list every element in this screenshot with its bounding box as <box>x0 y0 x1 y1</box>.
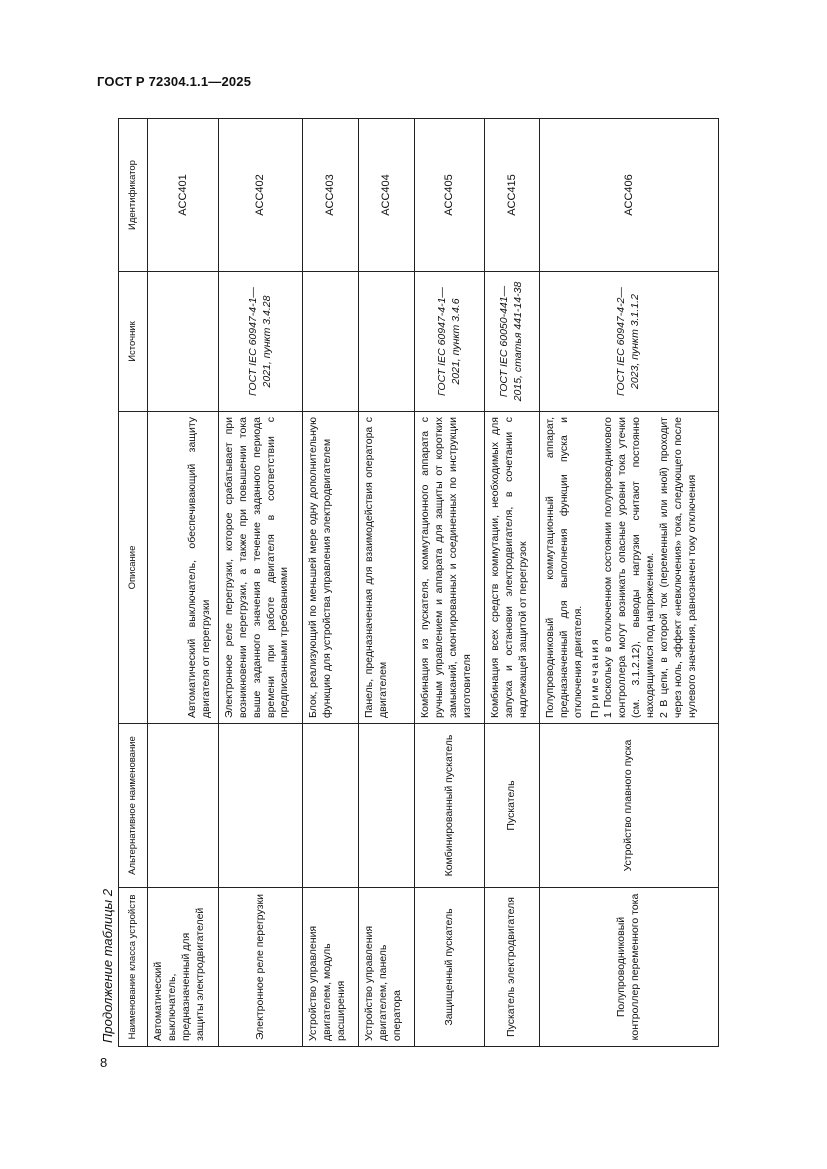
cell-description: Панель, предназначенная для взаимодействия оператора с двигателем <box>359 412 415 724</box>
cell-identifier: ACC415 <box>485 119 540 272</box>
table-row <box>303 119 359 1047</box>
cell-alt <box>303 724 359 888</box>
note-item: 2 В цепи, в которой ток (переменный или иной) проходит через ноль, эффект «невключения» тока, следующего после нулевого значения, равнозначен току отключения <box>657 417 698 718</box>
cell-name: Защищенный пускатель <box>415 888 485 1047</box>
cell-identifier: ACC406 <box>540 119 719 272</box>
cell-description <box>540 412 719 724</box>
notes-title: Примечания <box>588 637 601 718</box>
table-row <box>415 119 485 1047</box>
table-row <box>359 119 415 1047</box>
device-class-table <box>118 118 719 1047</box>
table-row <box>148 119 219 1047</box>
note-item: 1 Поскольку в отключенном состоянии полупроводникового контроллера могут возникать опасные уровни тока утечки (см. 3.1.2.12), выводы нагрузки считают постоянно находящимися под напряжением. <box>602 417 657 718</box>
cell-identifier: ACC403 <box>303 119 359 272</box>
cell-source: ГОСТ IEC 60050-441—2015, статья 441-14-38 <box>485 272 540 412</box>
cell-source <box>148 272 219 412</box>
cell-source: ГОСТ IEC 60947-4-2—2023, пункт 3.1.1.2 <box>540 272 719 412</box>
column-header-description: Описание <box>119 412 148 724</box>
cell-source: ГОСТ IEC 60947-4-1—2021, пункт 3.4.28 <box>219 272 303 412</box>
cell-identifier: ACC404 <box>359 119 415 272</box>
table-header-row <box>119 119 148 1047</box>
column-header-identifier: Идентификатор <box>119 119 148 272</box>
cell-name: Пускатель электродвигателя <box>485 888 540 1047</box>
description-text: Полупроводниковый коммутационный аппарат, предназначенный для выполнения функции пуска и отключения двигателя. <box>544 417 584 718</box>
page-number: 8 <box>100 1055 108 1070</box>
cell-source <box>303 272 359 412</box>
cell-description: Комбинация из пускателя, коммутационного аппарата с ручным управлением и аппарата для защиты от коротких замыканий, смонтированных и соединенных по инструкции изготовителя <box>415 412 485 724</box>
cell-identifier: ACC401 <box>148 119 219 272</box>
cell-alt <box>148 724 219 888</box>
cell-alt: Пускатель <box>485 724 540 888</box>
column-header-alt: Альтернативное наименование <box>119 724 148 888</box>
cell-name: Электронное реле перегрузки <box>219 888 303 1047</box>
cell-identifier: ACC402 <box>219 119 303 272</box>
cell-description: Электронное реле перегрузки, которое срабатывает при возникновении перегрузки, а также при повышении тока выше заданного значения в течение заданного периода времени при работе двигателя в соответствии с предписанными требованиями <box>219 412 303 724</box>
table-row <box>485 119 540 1047</box>
table-caption: Продолжение таблицы 2 <box>100 888 115 1043</box>
cell-name: Полупроводниковый контроллер переменного тока <box>540 888 719 1047</box>
cell-name: Устройство управления двигателем, модуль расширения <box>303 888 359 1047</box>
table-row <box>219 119 303 1047</box>
cell-identifier: ACC405 <box>415 119 485 272</box>
table-row <box>540 119 719 1047</box>
cell-description: Блок, реализующий по меньшей мере одну дополнительную функцию для устройства управления электродвигателем <box>303 412 359 724</box>
column-header-name: Наименование класса устройств <box>119 888 148 1047</box>
cell-alt: Комбинированный пускатель <box>415 724 485 888</box>
cell-alt <box>359 724 415 888</box>
cell-alt: Устройство плавного пуска <box>540 724 719 888</box>
cell-name: Устройство управления двигателем, панель оператора <box>359 888 415 1047</box>
cell-source: ГОСТ IEC 60947-4-1—2021, пункт 3.4.6 <box>415 272 485 412</box>
rotated-table-container <box>118 119 718 1047</box>
document-header: ГОСТ Р 72304.1.1—2025 <box>97 74 252 89</box>
column-header-source: Источник <box>119 272 148 412</box>
cell-name: Автоматический выключатель, предназначенный для защиты электродвигателей <box>148 888 219 1047</box>
cell-source <box>359 272 415 412</box>
cell-description: Комбинация всех средств коммутации, необходимых для запуска и остановки электродвигателя, в сочетании с надлежащей защитой от перегрузок <box>485 412 540 724</box>
cell-description: Автоматический выключатель, обеспечивающий защиту двигателя от перегрузки <box>148 412 219 724</box>
cell-alt <box>219 724 303 888</box>
